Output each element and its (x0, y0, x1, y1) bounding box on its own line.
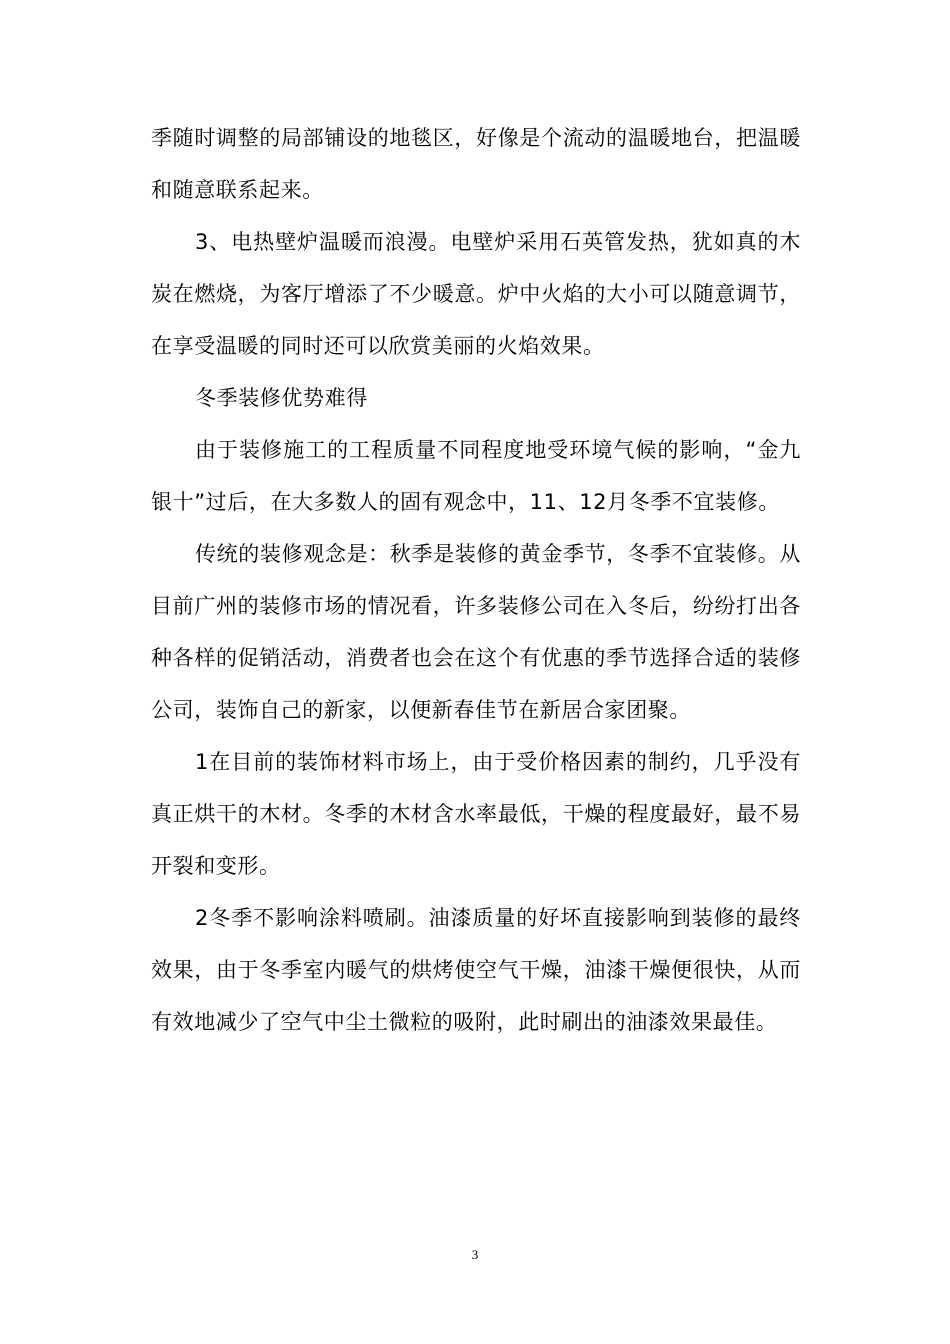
page-number: 3 (471, 1247, 479, 1262)
paragraph-electric-fireplace: 3、电热壁炉温暖而浪漫。电壁炉采用石英管发热，犹如真的木炭在燃烧，为客厅增添了不少暖意。炉中火焰的大小可以随意调节，在享受温暖的同时还可以欣赏美丽的火焰效果。 (151, 230, 801, 358)
paragraph-climate-influence: 由于装修施工的工程质量不同程度地受环境气候的影响，“金九银十”过后，在大多数人的固有观念中，11、12月冬季不宜装修。 (151, 438, 801, 514)
section-heading: 冬季装修优势难得 (195, 386, 368, 410)
body-text (151, 112, 801, 1048)
paragraph-continuation: 季随时调整的局部铺设的地毯区，好像是个流动的温暖地台，把温暖和随意联系起来。 (151, 126, 801, 202)
paragraph-traditional-concept: 传统的装修观念是：秋季是装修的黄金季节，冬季不宜装修。从目前广州的装修市场的情况看，许多装修公司在入冬后，纷纷打出各种各样的促销活动，消费者也会在这个有优惠的季节选择合适的装修公司，装饰自己的新家，以便新春佳节在新居合家团聚。 (151, 542, 801, 722)
paragraph-point-1-wood: 1在目前的装饰材料市场上，由于受价格因素的制约，几乎没有真正烘干的木材。冬季的木材含水率最低，干燥的程度最好，最不易开裂和变形。 (151, 750, 801, 878)
paragraph-point-2-paint: 2冬季不影响涂料喷刷。油漆质量的好坏直接影响到装修的最终效果，由于冬季室内暖气的烘烤使空气干燥，油漆干燥便很快，从而有效地减少了空气中尘土微粒的吸附，此时刷出的油漆效果最佳。 (151, 906, 801, 1034)
